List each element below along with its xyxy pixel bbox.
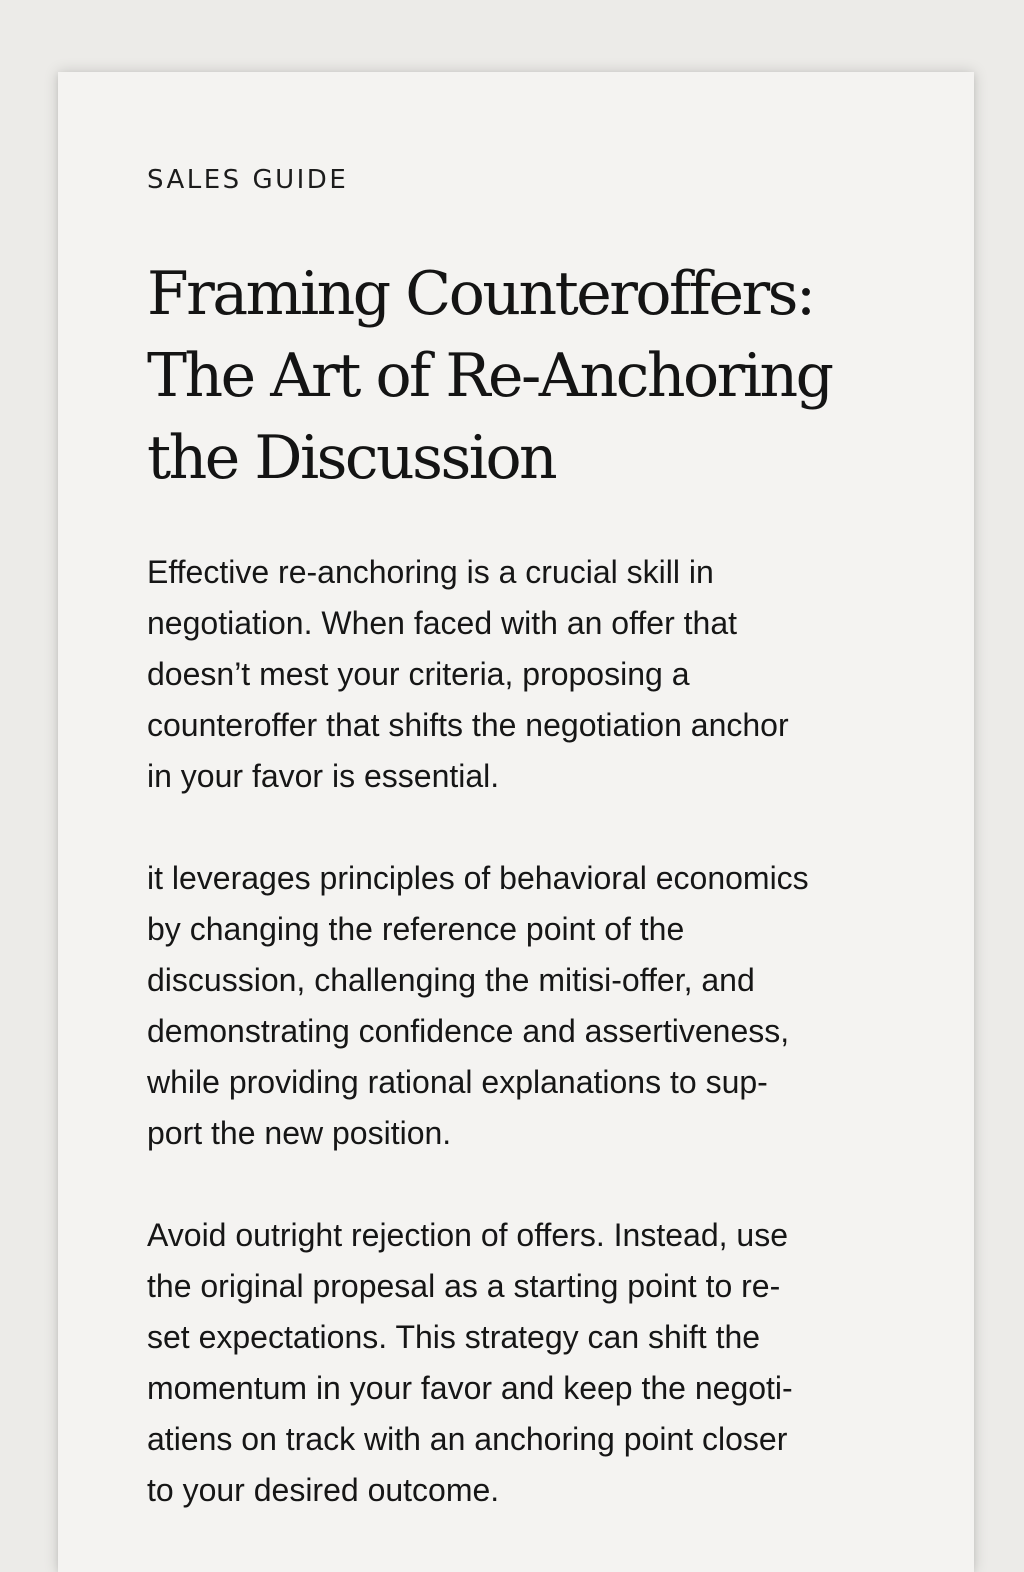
text-line: by changing the reference point of the [147,911,685,947]
text-line: Avoid outright rejection of offers. Instead, use [147,1217,788,1253]
text-line: discussion, challenging the mitisi-offer, and [147,962,755,998]
text-line: atiens on track with an anchoring point closer [147,1421,788,1457]
page-title [147,253,947,499]
text-line: negotiation. When faced with an offer that [147,605,738,641]
text-line: momentum in your favor and keep the negoti- [147,1370,793,1406]
paragraph-1 [147,547,927,802]
text-line: demonstrating confidence and assertiveness, [147,1013,790,1049]
article-body [147,547,927,1567]
text-line: port the new position. [147,1115,452,1151]
text-line: while providing rational explanations to sup- [147,1064,768,1100]
text-line: Effective re-anchoring is a crucial skill in [147,554,714,590]
category-label: SALES GUIDE [147,165,349,195]
text-line: doesn’t mest your criteria, proposing a [147,656,690,692]
paragraph-2 [147,853,927,1159]
text-line: it leverages principles of behavioral economics [147,860,809,896]
text-line: set expectations. This strategy can shift the [147,1319,761,1355]
text-line: the original propesal as a starting point to re- [147,1268,781,1304]
text-line: to your desired outcome. [147,1472,500,1508]
title-line: Framing Counteroffers: [147,259,814,329]
title-line: the Discussion [147,423,556,493]
paragraph-3 [147,1210,927,1516]
text-line: in your favor is essential. [147,758,500,794]
document-page [58,72,974,1572]
text-line: counteroffer that shifts the negotiation anchor [147,707,789,743]
title-line: The Art of Re-Anchoring [147,341,832,411]
